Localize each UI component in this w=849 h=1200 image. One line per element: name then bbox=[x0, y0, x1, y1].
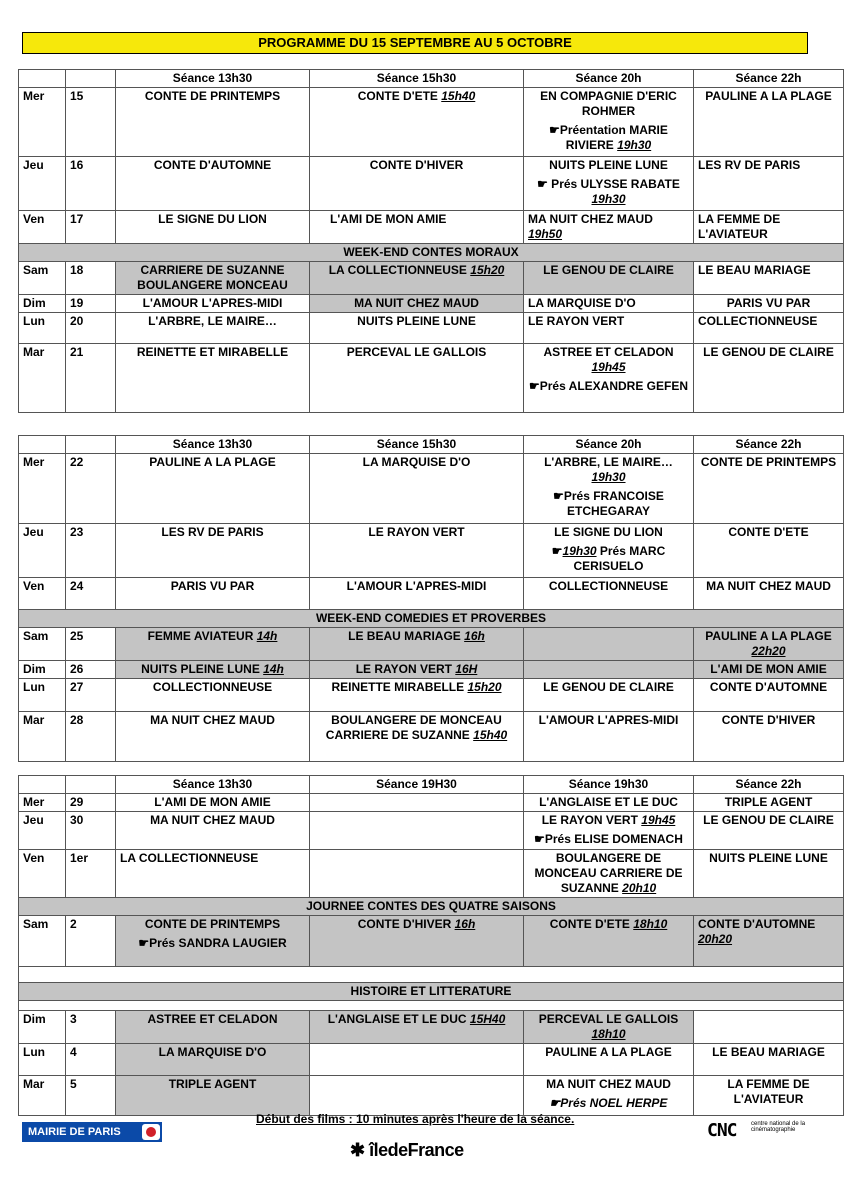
header-s1: Séance 13h30 bbox=[116, 70, 310, 88]
band-comedies-proverbes: WEEK-END COMEDIES ET PROVERBES bbox=[19, 610, 844, 628]
week1-table bbox=[18, 69, 844, 413]
table-row: Lun 27 COLLECTIONNEUSE REINETTE MIRABELLE 15h20 LE GENOU DE CLAIRE CONTE D'AUTOMNE bbox=[19, 679, 844, 712]
table-row: Jeu 30 MA NUIT CHEZ MAUD LE RAYON VERT 19h45 ☛Prés ELISE DOMENACH LE GENOU DE CLAIRE bbox=[19, 812, 844, 850]
table-row: Ven 24 PARIS VU PAR L'AMOUR L'APRES-MIDI COLLECTIONNEUSE MA NUIT CHEZ MAUD bbox=[19, 578, 844, 610]
table-row: Ven 17 LE SIGNE DU LION L'AMI DE MON AMIE MA NUIT CHEZ MAUD 19h50 LA FEMME DE L'AVIATEUR bbox=[19, 211, 844, 244]
table-row: Lun 20 L'ARBRE, LE MAIRE… NUITS PLEINE LUNE LE RAYON VERT COLLECTIONNEUSE bbox=[19, 313, 844, 344]
table-row: Sam 18 CARRIERE DE SUZANNE BOULANGERE MONCEAU LA COLLECTIONNEUSE 15h20 LE GENOU DE CLAIRE LE BEAU MARIAGE bbox=[19, 262, 844, 295]
table-row: Dim 3 ASTREE ET CELADON L'ANGLAISE ET LE DUC 15H40 PERCEVAL LE GALLOIS 18h10 bbox=[19, 1011, 844, 1044]
table-row: Sam 25 FEMME AVIATEUR 14h LE BEAU MARIAGE 16h PAULINE A LA PLAGE 22h20 bbox=[19, 628, 844, 661]
ile-de-france-logo: ✱ îledeFrance bbox=[350, 1140, 464, 1160]
table-row: Mar 5 TRIPLE AGENT MA NUIT CHEZ MAUD ☛Prés NOEL HERPE LA FEMME DE L'AVIATEUR bbox=[19, 1076, 844, 1116]
header-s2: Séance 15h30 bbox=[310, 436, 524, 454]
program-title: PROGRAMME DU 15 SEPTEMBRE AU 5 OCTOBRE bbox=[22, 32, 808, 54]
week3-table bbox=[18, 775, 844, 1116]
start-time-note: Début des films : 10 minutes après l'heure de la séance. bbox=[256, 1112, 575, 1126]
table-row: Dim 19 L'AMOUR L'APRES-MIDI MA NUIT CHEZ MAUD LA MARQUISE D'O PARIS VU PAR bbox=[19, 295, 844, 313]
header-s2: Séance 19H30 bbox=[310, 776, 524, 794]
header-s1: Séance 13h30 bbox=[116, 776, 310, 794]
header-s3: Séance 20h bbox=[524, 70, 694, 88]
band-quatre-saisons: JOURNEE CONTES DES QUATRE SAISONS bbox=[19, 898, 844, 916]
cnc-logo: CNC centre national de la cinématographie bbox=[707, 1120, 806, 1141]
header-s4: Séance 22h bbox=[694, 776, 844, 794]
table-row: Jeu 16 CONTE D'AUTOMNE CONTE D'HIVER NUITS PLEINE LUNE ☛ Prés ULYSSE RABATE 19h30 LES RV DE PARIS bbox=[19, 157, 844, 211]
table-row: Mar 21 REINETTE ET MIRABELLE PERCEVAL LE GALLOIS ASTREE ET CELADON 19h45 ☛Prés ALEXANDRE GEFEN LE GENOU DE CLAIRE bbox=[19, 344, 844, 413]
table-row: Dim 26 NUITS PLEINE LUNE 14h LE RAYON VERT 16H L'AMI DE MON AMIE bbox=[19, 661, 844, 679]
paris-flag-icon bbox=[142, 1124, 160, 1140]
band-contes-moraux: WEEK-END CONTES MORAUX bbox=[19, 244, 844, 262]
table-row: Sam 2 CONTE DE PRINTEMPS ☛Prés SANDRA LAUGIER CONTE D'HIVER 16h CONTE D'ETE 18h10 CONTE D'AUTOMNE 20h20 bbox=[19, 916, 844, 967]
table-row: Mer 22 PAULINE A LA PLAGE LA MARQUISE D'O L'ARBRE, LE MAIRE… 19h30 ☛Prés FRANCOISE ETCHEGARAY CONTE DE PRINTEMPS bbox=[19, 454, 844, 524]
header-s4: Séance 22h bbox=[694, 436, 844, 454]
header-s3: Séance 20h bbox=[524, 436, 694, 454]
header-s4: Séance 22h bbox=[694, 70, 844, 88]
band-histoire-litterature: HISTOIRE ET LITTERATURE bbox=[19, 983, 844, 1001]
table-row: Mar 28 MA NUIT CHEZ MAUD BOULANGERE DE MONCEAU CARRIERE DE SUZANNE 15h40 L'AMOUR L'APRES-MIDI CONTE D'HIVER bbox=[19, 712, 844, 762]
header-s2: Séance 15h30 bbox=[310, 70, 524, 88]
week2-table bbox=[18, 435, 844, 762]
table-row: Jeu 23 LES RV DE PARIS LE RAYON VERT LE SIGNE DU LION ☛19h30 Prés MARC CERISUELO CONTE D'ETE bbox=[19, 524, 844, 578]
table-row: Mer 29 L'AMI DE MON AMIE L'ANGLAISE ET LE DUC TRIPLE AGENT bbox=[19, 794, 844, 812]
table-row: Lun 4 LA MARQUISE D'O PAULINE A LA PLAGE LE BEAU MARIAGE bbox=[19, 1044, 844, 1076]
header-s3: Séance 19h30 bbox=[524, 776, 694, 794]
header-s1: Séance 13h30 bbox=[116, 436, 310, 454]
table-row: Ven 1er LA COLLECTIONNEUSE BOULANGERE DE MONCEAU CARRIERE DE SUZANNE 20h10 NUITS PLEINE LUNE bbox=[19, 850, 844, 898]
table-row: Mer 15 CONTE DE PRINTEMPS CONTE D'ETE 15h40 EN COMPAGNIE D'ERIC ROHMER ☛Préentation MARIE RIVIERE 19h30 PAULINE A LA PLAGE bbox=[19, 88, 844, 157]
mairie-de-paris-logo: MAIRIE DE PARIS bbox=[22, 1122, 162, 1142]
